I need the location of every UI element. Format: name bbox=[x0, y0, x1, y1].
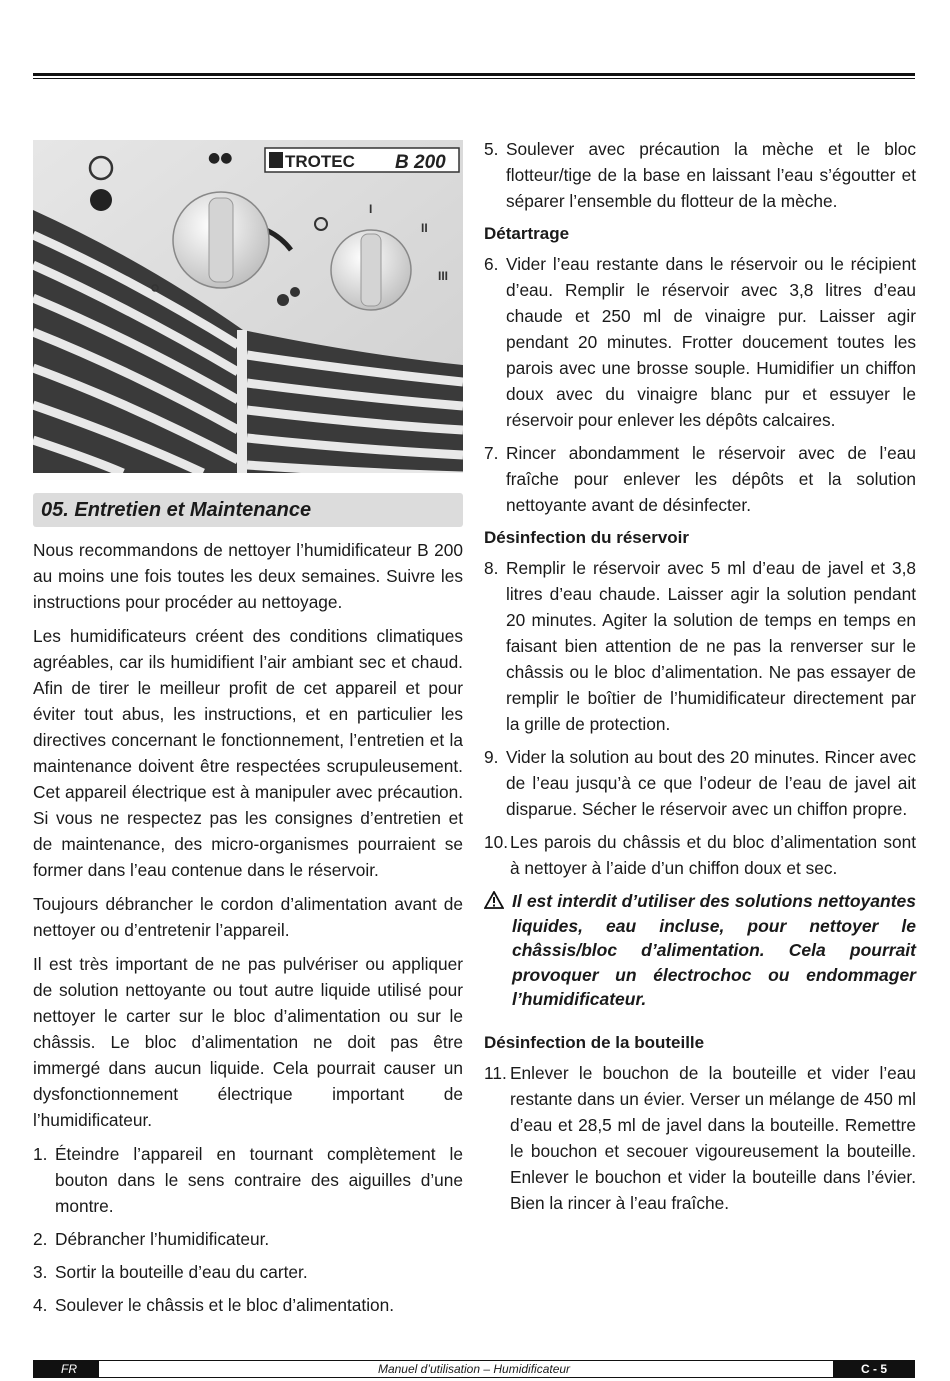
intro-paragraph: Nous recommandons de nettoyer l’humidificateur B 200 au moins une fois toutes les deux semaines. Suivre les instructions pour procéder au nettoyage. bbox=[33, 540, 463, 612]
list-item: 2. Débrancher l’humidificateur. bbox=[33, 1229, 270, 1249]
subheading-desinfection-bouteille: Désinfection de la bouteille bbox=[484, 1032, 705, 1052]
speed-label-1: I bbox=[369, 202, 373, 216]
warning-triangle-icon bbox=[484, 891, 504, 909]
steps-list-5 bbox=[484, 136, 916, 214]
humidifier-control-panel-image bbox=[33, 140, 463, 473]
steps-list-desinfection bbox=[484, 555, 916, 881]
header-rule-thin bbox=[33, 78, 915, 79]
warning-text: Il est interdit d’utiliser des solutions nettoyantes liquides, eau incluse, pour nettoyer le châssis/bloc d’alimentation. Cela pourrait provoquer un électrochoc ou endommager l’humidificateur. bbox=[512, 891, 916, 1009]
list-item: 11. Enlever le bouchon de la bouteille et vider l’eau restante dans un évier. Verser un mélange de 450 ml d’eau et 28,5 ml de javel dans la bouteille. Remettre le bouchon et secouer vigoureusement la bouteille. Enlever le bouchon et vider la bouteille dans l’évier. Bien la rincer à l’eau fraîche. bbox=[484, 1062, 916, 1213]
list-item: 9. Vider la solution au bout des 20 minutes. Rincer avec de l’eau jusqu’à ce que l’odeur de l’eau de javel ait disparue. Sécher le réservoir avec un chiffon propre. bbox=[484, 747, 916, 819]
list-item: 8. Remplir le réservoir avec 5 ml d’eau de javel et 3,8 litres d’eau chaude. Laisser agir la solution pendant 20 minutes. Agiter la solution de temps en temps en faisant bien attention de ne pas la renverser sur le châssis ou le bloc d’alimentation. Ne pas essayer de remplir le boîtier de l’humidificateur directement par la grille de protection. bbox=[484, 558, 916, 734]
page-footer bbox=[33, 1360, 915, 1378]
speed-label-3: III bbox=[438, 269, 449, 283]
model-label: B 200 bbox=[395, 152, 446, 173]
subheading-desinfection-reservoir: Désinfection du réservoir bbox=[484, 528, 690, 547]
list-item: 4. Soulever le châssis et le bloc d’alimentation. bbox=[33, 1295, 395, 1315]
brand-label: TROTEC bbox=[285, 152, 355, 171]
footer-language: FR bbox=[33, 1360, 99, 1378]
svg-text:●●: ●● bbox=[208, 150, 233, 166]
speed-label-2: II bbox=[421, 221, 428, 235]
section-title: 05. Entretien et Maintenance bbox=[33, 493, 463, 527]
list-item: 1. Éteindre l’appareil en tournant complètement le bouton dans le sens contraire des aiguilles d’une montre. bbox=[33, 1144, 463, 1216]
steps-list-bouteille bbox=[484, 1060, 916, 1216]
list-item: 7. Rincer abondamment le réservoir avec de l’eau fraîche pour enlever les dépôts et la solution nettoyante avant de désinfecter. bbox=[484, 443, 916, 515]
paragraph-conditions: Les humidificateurs créent des conditions climatiques agréables, car ils humidifient l’air ambiant sec et chaud. Afin de tirer le meilleur profit de cet appareil et pour éviter tout abus, les instructions, et en particulier les directives concernant le fonctionnement, l’entretien et la maintenance doivent être respectées scrupuleusement. Cet appareil électrique est à manipuler avec précaution. Si vous ne respectez pas les consignes d’entretien et de maintenance, des micro-organismes pourraient se former dans l’eau contenue dans le réservoir. bbox=[33, 626, 463, 880]
paragraph-unplug: Toujours débrancher le cordon d’alimentation avant de nettoyer ou d’entretenir l’appareil. bbox=[33, 894, 463, 940]
paragraph-no-spray: Il est très important de ne pas pulvériser ou appliquer de solution nettoyante ou tout autre liquide utilisé pour nettoyer le carter sur le bloc d’alimentation ou sur le châssis. Le bloc d’alimentation ne doit pas être immergé dans aucun liquide. Cela pourrait causer un dysfonctionnement électrique important de l’humidificateur. bbox=[33, 954, 463, 1130]
header-rule bbox=[33, 73, 915, 76]
steps-list-detartrage bbox=[484, 251, 916, 518]
left-column bbox=[33, 140, 463, 1325]
page-number: C - 5 bbox=[833, 1360, 915, 1378]
list-item: 3. Sortir la bouteille d’eau du carter. bbox=[33, 1262, 308, 1282]
footer-title: Manuel d’utilisation – Humidificateur bbox=[377, 1362, 571, 1376]
list-item: 5. Soulever avec précaution la mèche et le bloc flotteur/tige de la base en laissant l’eau s’égoutter et séparer l’ensemble du flotteur de la mèche. bbox=[484, 139, 916, 211]
list-item: 10. Les parois du châssis et du bloc d’alimentation sont à nettoyer à l’aide d’un chiffon doux et sec. bbox=[484, 832, 916, 878]
subheading-detartrage: Détartrage bbox=[484, 224, 570, 243]
warning-note bbox=[484, 889, 916, 1012]
right-column bbox=[484, 136, 916, 1223]
left-steps-list bbox=[33, 1141, 463, 1318]
product-photo bbox=[33, 140, 463, 473]
list-item: 6. Vider l’eau restante dans le réservoir ou le récipient d’eau. Remplir le réservoir avec 3,8 litres d’eau chaude et 250 ml de vinaigre pur. Laisser agir pendant 20 minutes. Frotter doucement toutes les parois avec une brosse souple. Humidifier un chiffon doux avec du vinaigre blanc pur et essuyer le réservoir pour enlever les dépôts calcaires. bbox=[484, 254, 916, 430]
